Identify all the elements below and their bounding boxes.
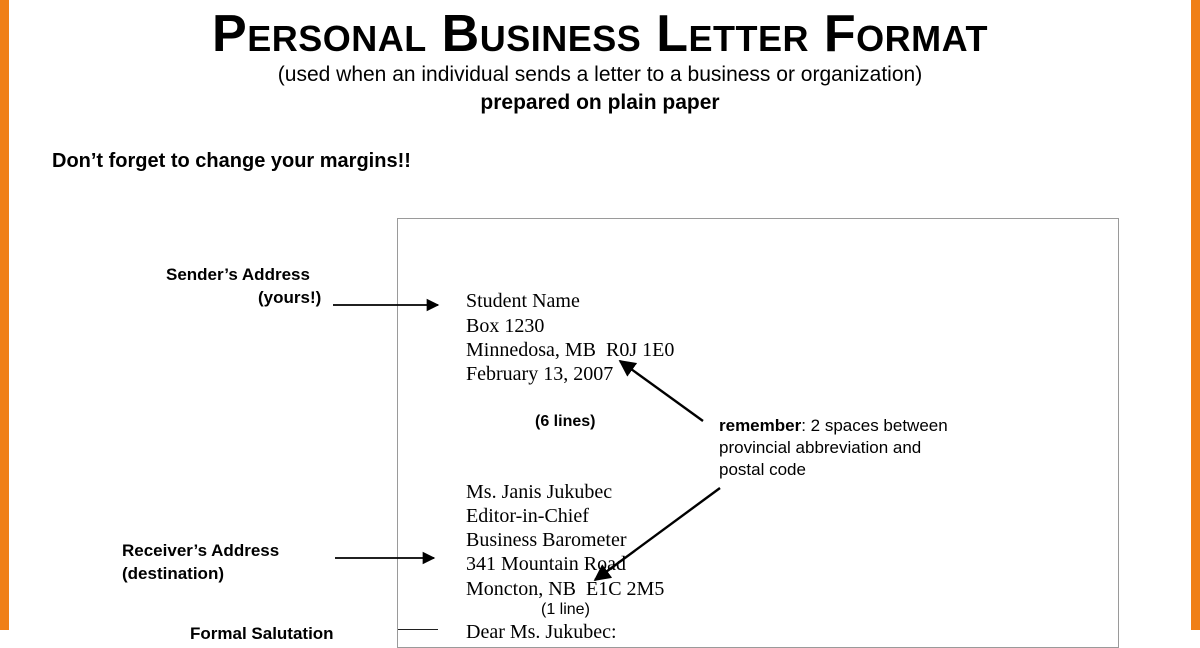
six-lines-label: (6 lines) <box>535 413 596 430</box>
remember-note-line3: postal code <box>719 460 806 479</box>
receiver-line: Moncton, NB E1C 2M5 <box>466 578 665 600</box>
remember-note-bold: remember <box>719 416 802 435</box>
sender-address-label: Sender’s Address <box>166 265 310 284</box>
sender-line: Box 1230 <box>466 315 545 337</box>
sender-line: Student Name <box>466 290 580 312</box>
receiver-line: Ms. Janis Jukubec <box>466 481 613 503</box>
remember-arrow-down <box>595 488 720 580</box>
page-title: Personal Business Letter Format <box>212 5 988 63</box>
salutation-label: Formal Salutation <box>190 624 334 643</box>
letter-date: February 13, 2007 <box>466 363 614 385</box>
page-subtitle: (used when an individual sends a letter to a business or organization) <box>277 63 923 86</box>
receiver-line: Business Barometer <box>466 529 627 551</box>
remember-arrow-up <box>620 361 703 421</box>
receiver-line: Editor-in-Chief <box>466 505 589 527</box>
sender-address-label-sub: (yours!) <box>258 288 322 307</box>
one-line-label: (1 line) <box>541 601 590 618</box>
receiver-line: 341 Mountain Road <box>466 553 626 575</box>
receiver-address-label: Receiver’s Address <box>122 541 280 560</box>
receiver-address-label-sub: (destination) <box>122 564 224 583</box>
remember-note-rest: : 2 spaces between <box>801 416 948 435</box>
margins-note: Don’t forget to change your margins!! <box>52 150 411 172</box>
letter-salutation: Dear Ms. Jukubec: <box>466 621 617 643</box>
page-subtitle-bold: prepared on plain paper <box>480 91 720 114</box>
remember-note-line2: provincial abbreviation and <box>719 438 922 457</box>
sender-line: Minnedosa, MB R0J 1E0 <box>466 339 675 361</box>
